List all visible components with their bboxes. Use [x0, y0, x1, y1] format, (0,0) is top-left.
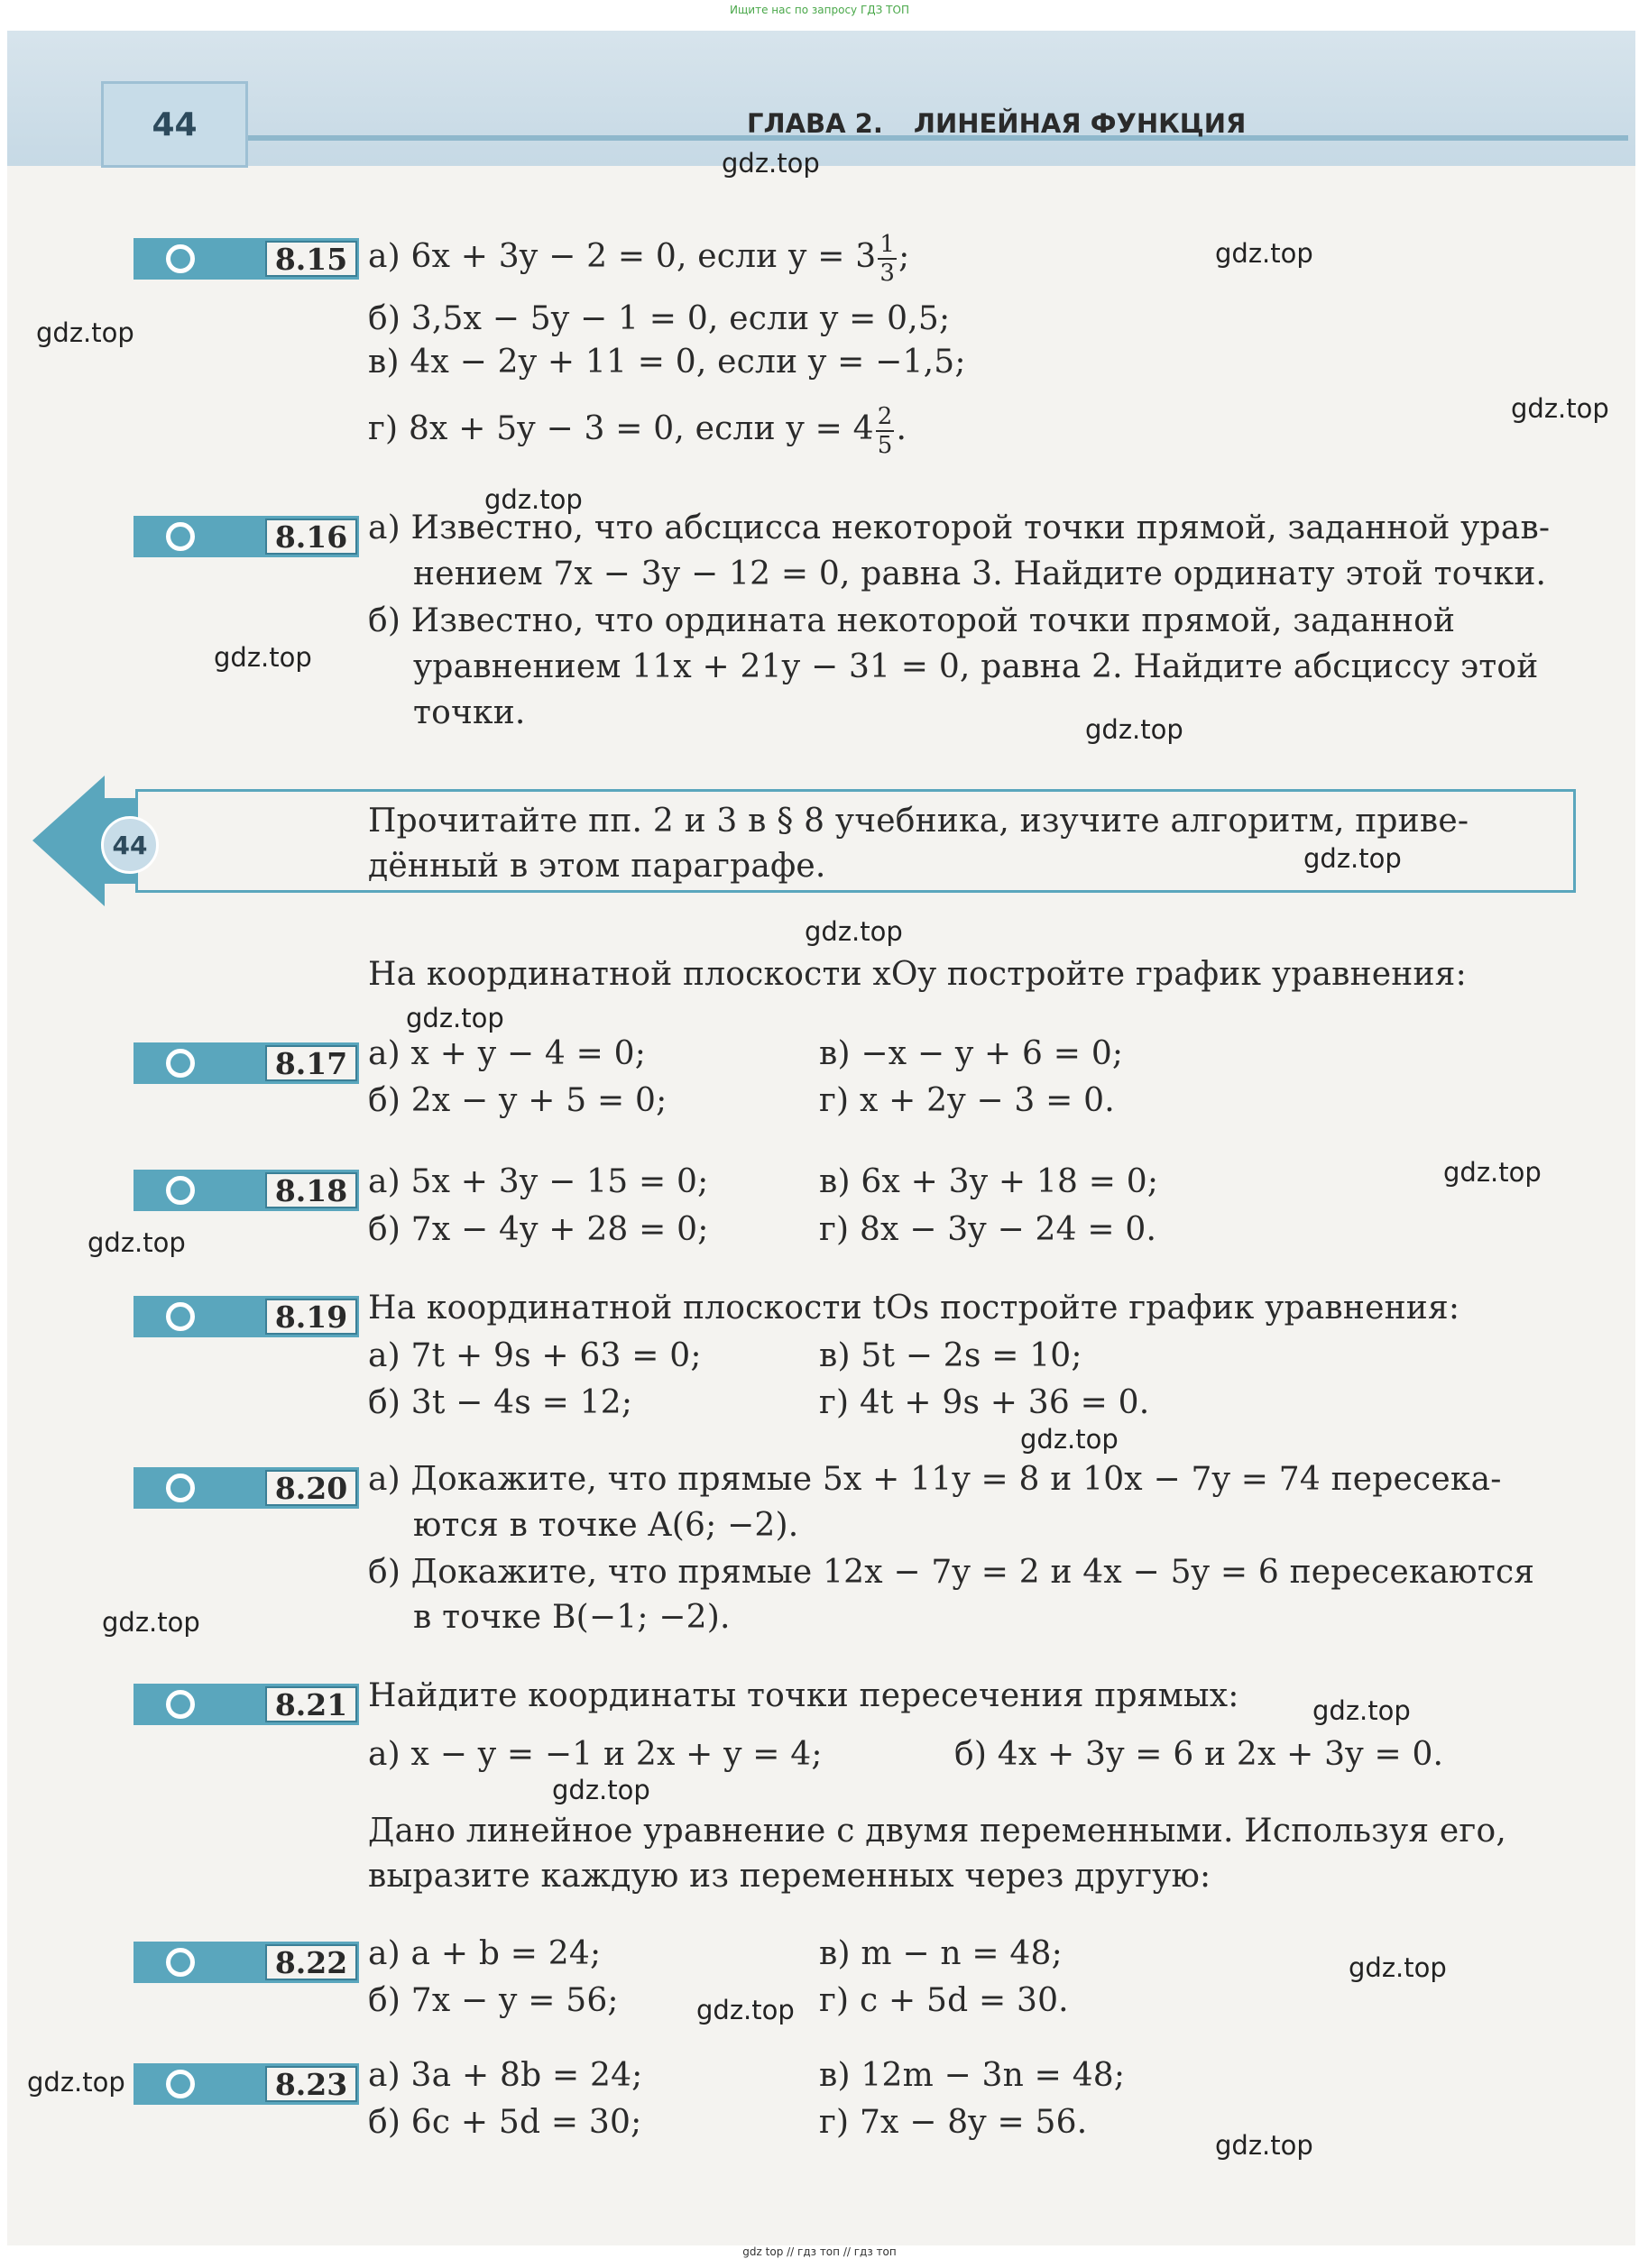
- circle-icon: [166, 522, 195, 551]
- exercise-line: в) 6x + 3y + 18 = 0;: [819, 1163, 1159, 1200]
- exercise-line: уравнением 11x + 21y − 31 = 0, равна 2. Найдите абсциссу этой: [413, 648, 1539, 685]
- watermark-text: gdz.top: [1215, 2130, 1313, 2161]
- exercise-number: 8.16: [265, 519, 357, 555]
- exercise-line: б) Докажите, что прямые 12x − 7y = 2 и 4x − 5y = 6 пересекаются: [368, 1554, 1535, 1591]
- exercise-tag-8-19: [134, 1296, 359, 1337]
- exercise-number: 8.17: [265, 1045, 357, 1081]
- watermark-text: gdz.top: [552, 1775, 650, 1805]
- exercise-tag-8-22: [134, 1942, 359, 1983]
- watermark-text: gdz.top: [102, 1607, 200, 1638]
- section-intro: Дано линейное уравнение с двумя переменными. Используя его,: [368, 1813, 1507, 1850]
- exercise-line: г) x + 2y − 3 = 0.: [819, 1082, 1115, 1119]
- exercise-line: Найдите координаты точки пересечения прямых:: [368, 1677, 1239, 1714]
- watermark-text: gdz.top: [722, 148, 820, 179]
- circle-icon: [166, 1049, 195, 1078]
- watermark-text: gdz.top: [36, 317, 134, 348]
- exercise-number: 8.23: [265, 2066, 357, 2102]
- top-watermark-note: Ищите нас по запросу ГДЗ ТОП: [730, 4, 909, 16]
- exercise-line: в точке B(−1; −2).: [413, 1599, 731, 1636]
- exercise-line: в) −x − y + 6 = 0;: [819, 1035, 1124, 1072]
- exercise-tag-8-17: [134, 1042, 359, 1084]
- exercise-line: б) 7x − y = 56;: [368, 1982, 619, 2019]
- exercise-line: в) 4x − 2y + 11 = 0, если y = −1,5;: [368, 344, 966, 381]
- exercise-number: 8.19: [265, 1299, 357, 1335]
- circle-icon: [166, 1690, 195, 1719]
- exercise-line: а) Известно, что абсцисса некоторой точки прямой, заданной урав-: [368, 510, 1551, 546]
- exercise-line: точки.: [413, 694, 526, 731]
- circle-icon: [166, 1302, 195, 1331]
- exercise-line: б) 3,5x − 5y − 1 = 0, если y = 0,5;: [368, 300, 951, 337]
- exercise-line: На координатной плоскости tOs постройте график уравнения:: [368, 1290, 1460, 1327]
- exercise-line: а) x − y = −1 и 2x + y = 4;: [368, 1736, 823, 1773]
- exercise-tag-8-21: [134, 1684, 359, 1725]
- exercise-line: г) 8x + 5y − 3 = 0, если y = 4 $\frac{2}{5}$ .: [368, 403, 907, 459]
- circle-icon: [166, 244, 195, 273]
- exercise-line: а) 6x + 3y − 2 = 0, если y = 3 $\frac{1}{3}$ ;: [368, 231, 910, 287]
- exercise-line: а) 7t + 9s + 63 = 0;: [368, 1337, 702, 1374]
- exercise-line: г) 8x − 3y − 24 = 0.: [819, 1211, 1157, 1248]
- exercise-line: в) 12m − 3n = 48;: [819, 2057, 1126, 2094]
- exercise-tag-8-18: [134, 1170, 359, 1211]
- exercise-number: 8.15: [265, 241, 357, 277]
- exercise-line: б) 3t − 4s = 12;: [368, 1384, 633, 1421]
- watermark-text: gdz.top: [406, 1003, 504, 1033]
- watermark-text: gdz.top: [1511, 393, 1609, 424]
- watermark-text: gdz.top: [484, 484, 583, 515]
- chapter-heading: [747, 108, 1246, 139]
- exercise-line: ются в точке A(6; −2).: [413, 1507, 799, 1544]
- watermark-text: gdz.top: [696, 1995, 795, 2025]
- exercise-number: 8.22: [265, 1944, 357, 1980]
- exercise-number: 8.18: [265, 1172, 357, 1208]
- exercise-line: г) c + 5d = 30.: [819, 1982, 1069, 2019]
- exercise-line: б) 2x − y + 5 = 0;: [368, 1082, 668, 1119]
- exercise-line: а) 3a + 8b = 24;: [368, 2057, 643, 2094]
- exercise-line: г) 4t + 9s + 36 = 0.: [819, 1384, 1150, 1421]
- chapter-label: ГЛАВА 2.: [747, 108, 883, 139]
- watermark-text: gdz.top: [1085, 714, 1183, 745]
- bottom-watermark-note: gdz top // гдз топ // гдз топ: [742, 2245, 897, 2258]
- chapter-title: ЛИНЕЙНАЯ ФУНКЦИЯ: [913, 108, 1247, 139]
- watermark-text: gdz.top: [1020, 1424, 1119, 1455]
- exercise-number: 8.20: [265, 1470, 357, 1506]
- header-band: [7, 31, 1635, 166]
- exercise-line: б) 6c + 5d = 30;: [368, 2104, 642, 2141]
- watermark-text: gdz.top: [27, 2067, 125, 2098]
- watermark-text: gdz.top: [1312, 1695, 1411, 1726]
- watermark-text: gdz.top: [1443, 1157, 1542, 1188]
- side-page-badge: 44: [101, 816, 159, 874]
- exercise-number: 8.21: [265, 1686, 357, 1722]
- watermark-text: gdz.top: [1349, 1952, 1447, 1983]
- exercise-line: б) Известно, что ордината некоторой точки прямой, заданной: [368, 602, 1456, 639]
- exercise-line: г) 7x − 8y = 56.: [819, 2104, 1088, 2141]
- exercise-line: а) 5x + 3y − 15 = 0;: [368, 1163, 709, 1200]
- page-number: 44: [101, 81, 248, 168]
- exercise-line: б) 4x + 3y = 6 и 2x + 3y = 0.: [954, 1736, 1444, 1773]
- exercise-line: а) Докажите, что прямые 5x + 11y = 8 и 10x − 7y = 74 пересека-: [368, 1461, 1502, 1498]
- section-intro: выразите каждую из переменных через другую:: [368, 1858, 1211, 1895]
- circle-icon: [166, 2070, 195, 2098]
- exercise-tag-8-16: [134, 516, 359, 557]
- exercise-line: а) a + b = 24;: [368, 1935, 602, 1972]
- circle-icon: [166, 1948, 195, 1977]
- exercise-line: в) m − n = 48;: [819, 1935, 1063, 1972]
- reading-note-line: дённый в этом параграфе.: [368, 848, 826, 885]
- watermark-text: gdz.top: [87, 1227, 186, 1258]
- watermark-text: gdz.top: [805, 916, 903, 947]
- watermark-text: gdz.top: [1303, 843, 1402, 874]
- exercise-line: в) 5t − 2s = 10;: [819, 1337, 1082, 1374]
- reading-note-line: Прочитайте пп. 2 и 3 в § 8 учебника, изучите алгоритм, приве-: [368, 803, 1469, 840]
- exercise-line: б) 7x − 4y + 28 = 0;: [368, 1211, 709, 1248]
- exercise-line: а) x + y − 4 = 0;: [368, 1035, 647, 1072]
- exercise-tag-8-20: [134, 1467, 359, 1509]
- watermark-text: gdz.top: [214, 642, 312, 673]
- exercise-tag-8-15: [134, 238, 359, 280]
- circle-icon: [166, 1474, 195, 1502]
- exercise-line: нением 7x − 3y − 12 = 0, равна 3. Найдите ординату этой точки.: [413, 556, 1547, 592]
- watermark-text: gdz.top: [1215, 238, 1313, 269]
- circle-icon: [166, 1176, 195, 1205]
- exercise-tag-8-23: [134, 2063, 359, 2105]
- section-intro: На координатной плоскости xOy постройте график уравнения:: [368, 956, 1467, 993]
